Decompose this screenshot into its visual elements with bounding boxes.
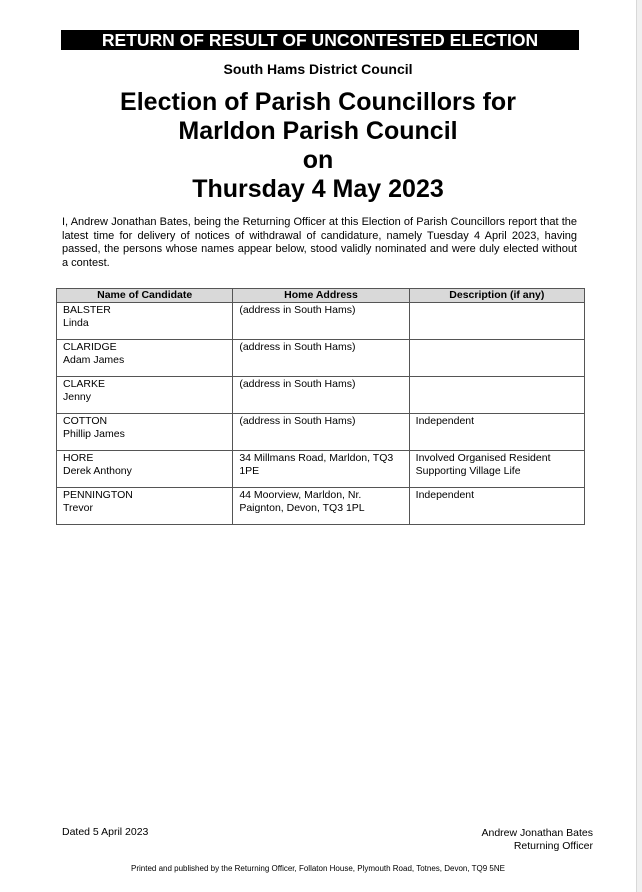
candidate-forenames: Jenny xyxy=(63,390,92,403)
candidate-address: (address in South Hams) xyxy=(233,377,409,414)
candidate-surname: COTTON xyxy=(63,415,108,427)
dated-line: Dated 5 April 2023 xyxy=(62,826,149,838)
candidate-name xyxy=(57,451,233,488)
notice-banner: RETURN OF RESULT OF UNCONTESTED ELECTION xyxy=(61,30,579,50)
candidate-surname: CLARKE xyxy=(63,378,106,390)
candidate-description xyxy=(409,303,584,340)
candidate-name xyxy=(57,340,233,377)
header-description: Description (if any) xyxy=(409,289,584,303)
election-title xyxy=(0,88,636,204)
candidate-surname: BALSTER xyxy=(63,304,111,316)
candidate-description xyxy=(409,377,584,414)
candidate-name xyxy=(57,377,233,414)
candidate-surname: PENNINGTON xyxy=(63,489,133,501)
header-address: Home Address xyxy=(233,289,409,303)
candidate-name xyxy=(57,414,233,451)
council-name: South Hams District Council xyxy=(223,61,413,77)
table-row xyxy=(57,377,585,414)
officer-name: Andrew Jonathan Bates xyxy=(481,827,593,839)
table-header-row xyxy=(57,289,585,303)
title-line: Marldon Parish Council xyxy=(178,117,458,145)
candidate-forenames: Trevor xyxy=(63,501,93,514)
candidate-forenames: Adam James xyxy=(63,353,125,366)
title-line: on xyxy=(302,146,334,174)
candidate-address: (address in South Hams) xyxy=(233,303,409,340)
candidate-address: (address in South Hams) xyxy=(233,340,409,377)
candidate-description xyxy=(409,340,584,377)
candidate-name xyxy=(57,488,233,525)
table-row xyxy=(57,340,585,377)
candidate-surname: HORE xyxy=(63,452,94,464)
candidate-description: Involved Organised Resident Supporting Village Life xyxy=(409,451,584,488)
candidate-forenames: Derek Anthony xyxy=(63,464,132,477)
candidate-address: 44 Moorview, Marldon, Nr. Paignton, Devon, TQ3 1PL xyxy=(233,488,409,525)
candidate-forenames: Phillip James xyxy=(63,427,125,440)
title-line: Election of Parish Councillors for xyxy=(120,88,516,116)
candidate-name xyxy=(57,303,233,340)
table-row xyxy=(57,488,585,525)
candidate-address: 34 Millmans Road, Marldon, TQ3 1PE xyxy=(233,451,409,488)
table-row xyxy=(57,451,585,488)
officer-title: Returning Officer xyxy=(513,840,593,852)
candidate-description: Independent xyxy=(409,488,584,525)
candidate-surname: CLARIDGE xyxy=(63,341,117,353)
table-row xyxy=(57,303,585,340)
candidate-forenames: Linda xyxy=(63,316,89,329)
imprint-line: Printed and published by the Returning Officer, Follaton House, Plymouth Road, Totnes, Devon, TQ9 5NE xyxy=(131,864,505,873)
candidate-description: Independent xyxy=(409,414,584,451)
table-row xyxy=(57,414,585,451)
title-line: Thursday 4 May 2023 xyxy=(192,175,444,203)
officer-signature xyxy=(482,827,594,853)
intro-statement: I, Andrew Jonathan Bates, being the Returning Officer at this Election of Parish Councillors report that the latest time for delivery of notices of withdrawal of candidature, namely Tuesday 4 April 2023, having passed, the persons whose names appear below, stood validly nominated and were duly elected without a contest. xyxy=(62,216,577,269)
candidates-table xyxy=(56,288,585,525)
candidate-address: (address in South Hams) xyxy=(233,414,409,451)
header-name: Name of Candidate xyxy=(57,289,233,303)
